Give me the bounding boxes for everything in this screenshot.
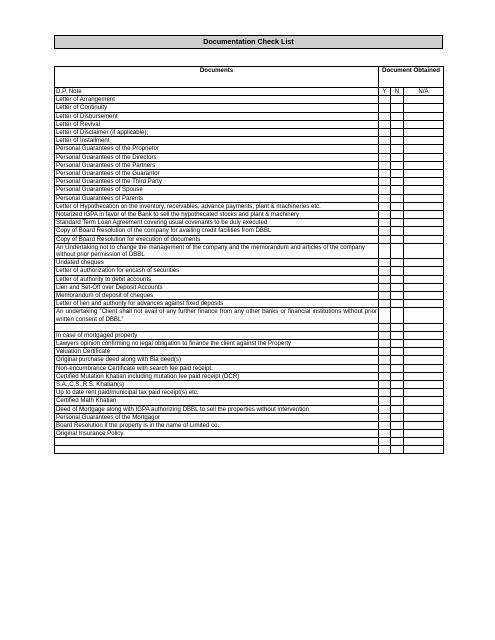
document-item-label: Notarized IGPA in favor of the Bank to sell the hypothecated stocks and plant & machinery xyxy=(55,211,379,219)
n-checkbox-cell[interactable] xyxy=(391,438,404,446)
na-checkbox-cell[interactable] xyxy=(404,259,444,267)
document-item-label: Letter of Arrangement xyxy=(55,96,379,104)
document-item-label: Personal Guarantees of the Mortgagor xyxy=(55,413,379,421)
n-checkbox-cell[interactable] xyxy=(391,112,404,120)
na-checkbox-cell[interactable] xyxy=(404,405,444,413)
y-checkbox-cell[interactable] xyxy=(379,364,391,372)
checklist-row xyxy=(55,397,444,405)
y-checkbox-cell[interactable] xyxy=(379,186,391,194)
checklist-row xyxy=(55,227,444,235)
y-checkbox-cell[interactable] xyxy=(379,96,391,104)
checklist-row xyxy=(55,120,444,128)
blank-row xyxy=(55,323,444,331)
document-item-label: Certified Mutation Khatian including mutation fee paid receipt (DCR) xyxy=(55,372,379,380)
y-checkbox-cell[interactable] xyxy=(379,120,391,128)
checklist-row xyxy=(55,308,444,323)
y-checkbox-cell[interactable] xyxy=(379,211,391,219)
checklist-row xyxy=(55,211,444,219)
document-item-label: Valuation Certificate xyxy=(55,348,379,356)
na-checkbox-cell[interactable] xyxy=(404,283,444,291)
n-checkbox-cell[interactable] xyxy=(391,356,404,364)
na-checkbox-cell[interactable] xyxy=(404,194,444,202)
na-checkbox-cell[interactable] xyxy=(404,170,444,178)
y-checkbox-cell[interactable] xyxy=(379,438,391,446)
checklist-row xyxy=(55,372,444,380)
n-checkbox-cell[interactable] xyxy=(391,178,404,186)
na-checkbox-cell[interactable] xyxy=(404,422,444,430)
checklist-row xyxy=(55,292,444,300)
checklist-row xyxy=(55,129,444,137)
y-checkbox-cell[interactable] xyxy=(379,300,391,308)
blank-row xyxy=(55,438,444,446)
na-checkbox-cell[interactable] xyxy=(404,145,444,153)
n-checkbox-cell[interactable] xyxy=(391,331,404,339)
n-checkbox-cell[interactable] xyxy=(391,202,404,210)
y-checkbox-cell[interactable] xyxy=(379,104,391,112)
n-checkbox-cell[interactable] xyxy=(391,145,404,153)
document-item-label: Copy of Board Resolution for execution of documents xyxy=(55,235,379,243)
document-item-label xyxy=(55,446,379,454)
document-item-label: Undated cheques xyxy=(55,259,379,267)
document-item-label: Personal Guarantees of Spouse xyxy=(55,186,379,194)
y-checkbox-cell[interactable] xyxy=(379,267,391,275)
document-item-label: Certified Math Khatian xyxy=(55,397,379,405)
checklist-row xyxy=(55,145,444,153)
na-checkbox-cell[interactable] xyxy=(404,243,444,258)
y-checkbox-cell[interactable] xyxy=(379,219,391,227)
na-checkbox-cell[interactable] xyxy=(404,153,444,161)
na-checkbox-cell[interactable] xyxy=(404,413,444,421)
checklist-row xyxy=(55,413,444,421)
n-checkbox-cell[interactable] xyxy=(391,389,404,397)
na-checkbox-cell[interactable] xyxy=(404,186,444,194)
na-checkbox-cell[interactable] xyxy=(404,438,444,446)
document-item-label: Letter of Hypothecation on the inventory, receivables, advance payments, plant & machineries etc. xyxy=(55,202,379,210)
document-item-label: Standard Term Loan Agreement covering usual covenants to be duly executed xyxy=(55,219,379,227)
n-checkbox-cell[interactable] xyxy=(391,364,404,372)
na-checkbox-cell[interactable] xyxy=(404,112,444,120)
y-checkbox-cell[interactable] xyxy=(379,372,391,380)
na-checkbox-cell[interactable] xyxy=(404,275,444,283)
y-checkbox-cell[interactable] xyxy=(379,430,391,438)
document-item-label: Lien and Set-Off over Deposit Accounts xyxy=(55,283,379,291)
na-checkbox-cell[interactable] xyxy=(404,389,444,397)
n-checkbox-cell[interactable] xyxy=(391,267,404,275)
y-checkbox-cell[interactable] xyxy=(379,348,391,356)
checklist-row xyxy=(55,259,444,267)
document-item-label: Up to date rent paid/municipal tax paid receipt(s) etc. xyxy=(55,389,379,397)
y-checkbox-cell[interactable] xyxy=(379,331,391,339)
y-checkbox-cell[interactable] xyxy=(379,275,391,283)
na-checkbox-cell[interactable] xyxy=(404,211,444,219)
document-item-label: Letter of Revival xyxy=(55,120,379,128)
y-checkbox-cell[interactable] xyxy=(379,356,391,364)
blank-row xyxy=(55,446,444,454)
checklist-row xyxy=(55,300,444,308)
checklist-row xyxy=(55,422,444,430)
checklist-row xyxy=(55,153,444,161)
n-column-header: N xyxy=(391,88,404,96)
n-checkbox-cell[interactable] xyxy=(391,283,404,291)
na-checkbox-cell[interactable] xyxy=(404,356,444,364)
document-item-label: Board Resolution if the property is in the name of Limited co. xyxy=(55,422,379,430)
y-checkbox-cell[interactable] xyxy=(379,202,391,210)
na-checkbox-cell[interactable] xyxy=(404,331,444,339)
checklist-row xyxy=(55,112,444,120)
na-checkbox-cell[interactable] xyxy=(404,120,444,128)
n-checkbox-cell[interactable] xyxy=(391,348,404,356)
na-checkbox-cell[interactable] xyxy=(404,430,444,438)
y-checkbox-cell[interactable] xyxy=(379,397,391,405)
n-checkbox-cell[interactable] xyxy=(391,405,404,413)
y-checkbox-cell[interactable] xyxy=(379,381,391,389)
document-item-label: S.A.,C.S.,R.S. Khatian(s) xyxy=(55,381,379,389)
n-checkbox-cell[interactable] xyxy=(391,194,404,202)
checklist-row xyxy=(55,194,444,202)
n-checkbox-cell[interactable] xyxy=(391,323,404,331)
y-checkbox-cell[interactable] xyxy=(379,283,391,291)
checklist-row xyxy=(55,389,444,397)
checklist-row xyxy=(55,356,444,364)
document-item-label: Personal Guarantees of the Directors xyxy=(55,153,379,161)
y-checkbox-cell[interactable] xyxy=(379,161,391,169)
na-checkbox-cell[interactable] xyxy=(404,267,444,275)
documents-header: Documents xyxy=(55,67,379,88)
checklist-row xyxy=(55,178,444,186)
y-checkbox-cell[interactable] xyxy=(379,292,391,300)
document-item-label: Letter of Installment xyxy=(55,137,379,145)
n-checkbox-cell[interactable] xyxy=(391,219,404,227)
na-checkbox-cell[interactable] xyxy=(404,219,444,227)
na-checkbox-cell[interactable] xyxy=(404,292,444,300)
n-checkbox-cell[interactable] xyxy=(391,104,404,112)
document-item-label: Lawyers opinion confirming no legal obligation to finance the client against the Property xyxy=(55,339,379,347)
na-column-header: N/A xyxy=(404,88,444,96)
na-checkbox-cell[interactable] xyxy=(404,161,444,169)
y-checkbox-cell[interactable] xyxy=(379,153,391,161)
na-checkbox-cell[interactable] xyxy=(404,178,444,186)
n-checkbox-cell[interactable] xyxy=(391,422,404,430)
document-item-label: Personal Guarantees of the Partners xyxy=(55,161,379,169)
n-checkbox-cell[interactable] xyxy=(391,243,404,258)
checklist-row xyxy=(55,339,444,347)
y-checkbox-cell[interactable] xyxy=(379,129,391,137)
document-item-label: Letter of lien and authority for advances against fixed deposits xyxy=(55,300,379,308)
checklist-row xyxy=(55,381,444,389)
document-item-label: An Undertaking not to change the management of the company and the memorandum and articles of the company without prior permission of DBBL xyxy=(55,243,379,258)
checklist-row xyxy=(55,283,444,291)
na-checkbox-cell[interactable] xyxy=(404,137,444,145)
y-checkbox-cell[interactable] xyxy=(379,446,391,454)
na-checkbox-cell[interactable] xyxy=(404,129,444,137)
checklist-row xyxy=(55,275,444,283)
document-item-label: Personal Guarantees of the Third Party xyxy=(55,178,379,186)
n-checkbox-cell[interactable] xyxy=(391,300,404,308)
documentation-checklist-table xyxy=(54,66,444,454)
y-checkbox-cell[interactable] xyxy=(379,308,391,323)
na-checkbox-cell[interactable] xyxy=(404,96,444,104)
na-checkbox-cell[interactable] xyxy=(404,227,444,235)
y-checkbox-cell[interactable] xyxy=(379,339,391,347)
na-checkbox-cell[interactable] xyxy=(404,348,444,356)
n-checkbox-cell[interactable] xyxy=(391,430,404,438)
checklist-row xyxy=(55,331,444,339)
n-checkbox-cell[interactable] xyxy=(391,308,404,323)
n-checkbox-cell[interactable] xyxy=(391,372,404,380)
checklist-row xyxy=(55,243,444,258)
y-checkbox-cell[interactable] xyxy=(379,259,391,267)
na-checkbox-cell[interactable] xyxy=(404,372,444,380)
n-checkbox-cell[interactable] xyxy=(391,235,404,243)
n-checkbox-cell[interactable] xyxy=(391,96,404,104)
document-obtained-header: Document Obtained xyxy=(379,67,444,88)
n-checkbox-cell[interactable] xyxy=(391,129,404,137)
n-checkbox-cell[interactable] xyxy=(391,137,404,145)
document-item-label: Deed of Mortgage along with IGPA authorizing DBBL to sell the properties without intervention xyxy=(55,405,379,413)
na-checkbox-cell[interactable] xyxy=(404,300,444,308)
n-checkbox-cell[interactable] xyxy=(391,339,404,347)
y-checkbox-cell[interactable] xyxy=(379,389,391,397)
checklist-row xyxy=(55,430,444,438)
document-item-label: Copy of Board Resolution of the company for availing credit facilities from DBBL xyxy=(55,227,379,235)
checklist-row xyxy=(55,186,444,194)
na-checkbox-cell[interactable] xyxy=(404,308,444,323)
y-checkbox-cell[interactable] xyxy=(379,405,391,413)
n-checkbox-cell[interactable] xyxy=(391,446,404,454)
n-checkbox-cell[interactable] xyxy=(391,170,404,178)
document-item-label: Personal Guarantees of the Guarantor xyxy=(55,170,379,178)
n-checkbox-cell[interactable] xyxy=(391,259,404,267)
n-checkbox-cell[interactable] xyxy=(391,186,404,194)
document-item-label: Letter of authority to debit accounts xyxy=(55,275,379,283)
checklist-row xyxy=(55,364,444,372)
na-checkbox-cell[interactable] xyxy=(404,397,444,405)
document-item-label: Original purchase deed along with Bia deed(s) xyxy=(55,356,379,364)
y-checkbox-cell[interactable] xyxy=(379,178,391,186)
na-checkbox-cell[interactable] xyxy=(404,235,444,243)
n-checkbox-cell[interactable] xyxy=(391,120,404,128)
document-item-label: D.P. Note xyxy=(55,88,379,96)
n-checkbox-cell[interactable] xyxy=(391,211,404,219)
n-checkbox-cell[interactable] xyxy=(391,153,404,161)
document-item-label: Letter of authorization for encash of securities xyxy=(55,267,379,275)
na-checkbox-cell[interactable] xyxy=(404,339,444,347)
checklist-row xyxy=(55,235,444,243)
na-checkbox-cell[interactable] xyxy=(404,202,444,210)
y-checkbox-cell[interactable] xyxy=(379,235,391,243)
checklist-row xyxy=(55,405,444,413)
n-checkbox-cell[interactable] xyxy=(391,227,404,235)
y-checkbox-cell[interactable] xyxy=(379,323,391,331)
na-checkbox-cell[interactable] xyxy=(404,104,444,112)
checklist-row xyxy=(55,88,444,96)
document-item-label: Personal Guarantees of the Proprietor xyxy=(55,145,379,153)
y-checkbox-cell[interactable] xyxy=(379,170,391,178)
y-column-header: Y xyxy=(379,88,391,96)
y-checkbox-cell[interactable] xyxy=(379,422,391,430)
document-item-label: Original Insurance Policy xyxy=(55,430,379,438)
checklist-row xyxy=(55,104,444,112)
y-checkbox-cell[interactable] xyxy=(379,145,391,153)
header-row xyxy=(55,67,444,88)
n-checkbox-cell[interactable] xyxy=(391,381,404,389)
document-item-label: Memorandum of deposit of cheques xyxy=(55,292,379,300)
na-checkbox-cell[interactable] xyxy=(404,446,444,454)
n-checkbox-cell[interactable] xyxy=(391,413,404,421)
n-checkbox-cell[interactable] xyxy=(391,275,404,283)
y-checkbox-cell[interactable] xyxy=(379,243,391,258)
checklist-row xyxy=(55,219,444,227)
document-item-label xyxy=(55,323,379,331)
checklist-row xyxy=(55,137,444,145)
na-checkbox-cell[interactable] xyxy=(404,381,444,389)
document-item-label: Personal Guarantees of Parents xyxy=(55,194,379,202)
n-checkbox-cell[interactable] xyxy=(391,161,404,169)
y-checkbox-cell[interactable] xyxy=(379,137,391,145)
na-checkbox-cell[interactable] xyxy=(404,323,444,331)
na-checkbox-cell[interactable] xyxy=(404,364,444,372)
document-item-label: In case of mortgaged property xyxy=(55,331,379,339)
n-checkbox-cell[interactable] xyxy=(391,292,404,300)
checklist-row xyxy=(55,161,444,169)
n-checkbox-cell[interactable] xyxy=(391,397,404,405)
document-item-label: Non-encumbrance Certificate with search fee paid receipt. xyxy=(55,364,379,372)
checklist-row xyxy=(55,202,444,210)
page-title: Documentation Check List xyxy=(54,35,443,49)
document-item-label: Letter of Disclaimer (if applicable); xyxy=(55,129,379,137)
checklist-row xyxy=(55,96,444,104)
y-checkbox-cell[interactable] xyxy=(379,227,391,235)
checklist-row xyxy=(55,348,444,356)
document-item-label: Letter of Continuity xyxy=(55,104,379,112)
document-item-label: Letter of Disbursement xyxy=(55,112,379,120)
document-item-label: An undertaking “Client shall not avail of any further finance from any other banks or financial institutions without prior written consent of DBBL” xyxy=(56,308,377,323)
y-checkbox-cell[interactable] xyxy=(379,194,391,202)
document-item-label xyxy=(55,438,379,446)
y-checkbox-cell[interactable] xyxy=(379,112,391,120)
checklist-row xyxy=(55,170,444,178)
checklist-row xyxy=(55,267,444,275)
y-checkbox-cell[interactable] xyxy=(379,413,391,421)
